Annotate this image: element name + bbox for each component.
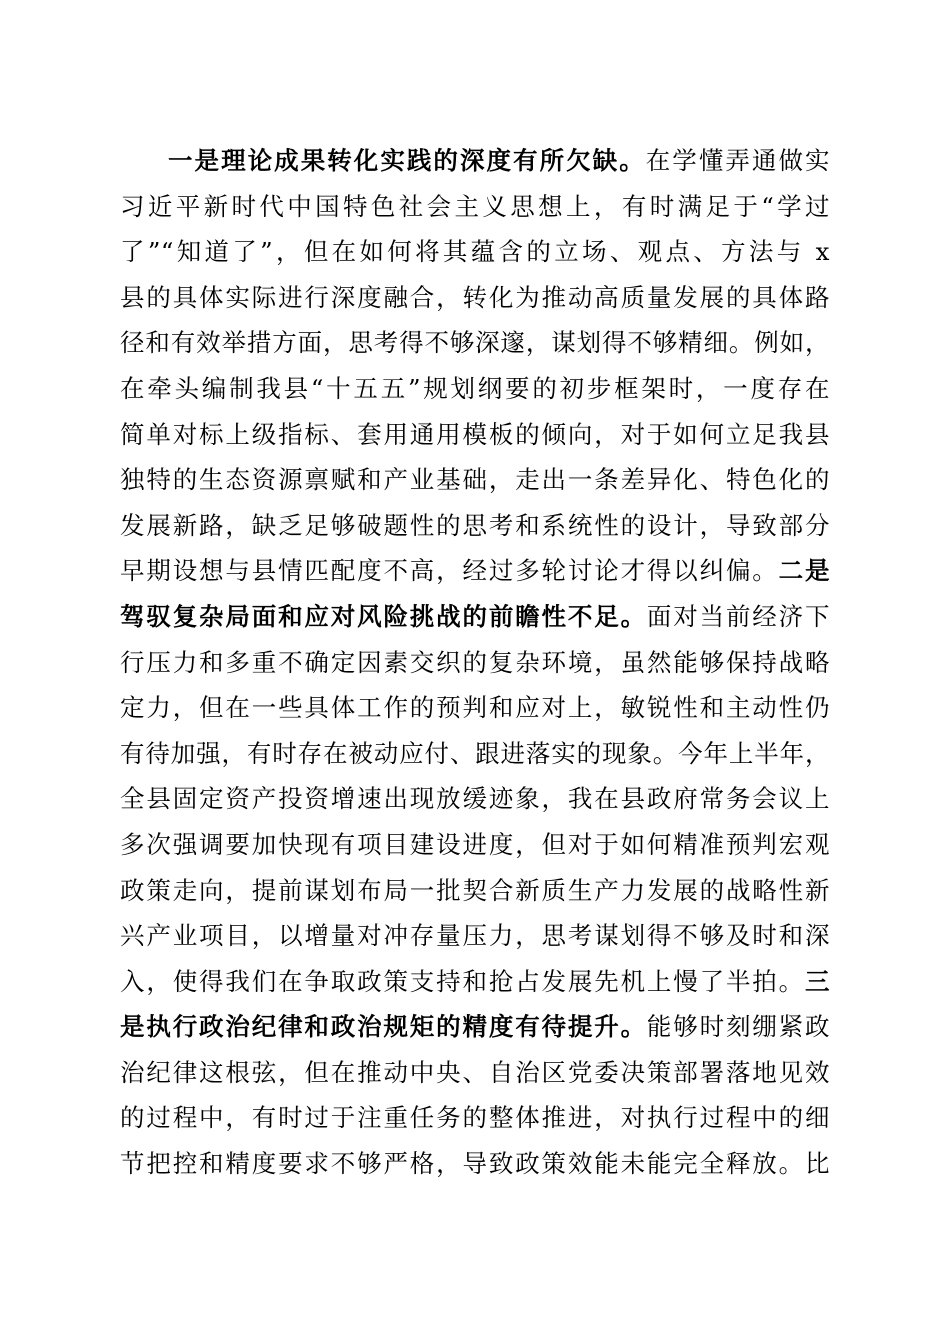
line-text: 面对当前经济下 [646,601,830,631]
line-text: 定力，但在一些具体工作的预判和应对上，敏锐性和主动性仍 [120,693,830,723]
line-text: 治纪律这根弦，但在推动中央、自治区党委决策部署落地见效 [120,1057,830,1087]
paragraph-line-16 [120,822,830,868]
paragraph-line-18 [120,913,830,959]
paragraph-line-8 [120,457,830,503]
section-heading-3: 是执行政治纪律和政治规矩的精度有待提升。 [120,1012,647,1042]
section-heading-3-start: 三 [805,966,830,996]
paragraph-line-13 [120,685,830,731]
paragraph-line-7 [120,412,830,458]
paragraph-line-10 [120,548,830,594]
paragraph-line-20 [120,1004,830,1050]
line-text: 政策走向，提前谋划布局一批契合新质生产力发展的战略性新 [120,875,830,905]
paragraph-line-3 [120,229,830,275]
paragraph-line-14 [120,731,830,777]
paragraph-line-12 [120,640,830,686]
line-text: 了”“知道了”，但在如何将其蕴含的立场、观点、方法与 x [120,237,830,267]
line-text: 早期设想与县情匹配度不高，经过多轮讨论才得以纠偏。 [120,556,779,586]
line-text: 能够时刻绷紧政 [646,1012,830,1042]
line-text: 简单对标上级指标、套用通用模板的倾向，对于如何立足我县 [120,419,830,449]
line-text: 县的具体实际进行深度融合，转化为推动高质量发展的具体路 [120,282,830,312]
section-heading-2-start: 二是 [778,556,831,586]
paragraph-line-5 [120,320,830,366]
paragraph-line-17 [120,868,830,914]
line-text: 的过程中，有时过于注重任务的整体推进，对执行过程中的细 [120,1103,830,1133]
paragraph-line-6 [120,366,830,412]
paragraph-line-11 [120,594,830,640]
line-text: 入，使得我们在争取政策支持和抢占发展先机上慢了半拍。 [120,966,805,996]
line-text: 在牵头编制我县“十五五”规划纲要的初步框架时，一度存在 [120,373,830,403]
paragraph-line-23 [120,1141,830,1187]
line-text: 节把控和精度要求不够严格，导致政策效能未能完全释放。比 [120,1149,830,1179]
line-text: 习近平新时代中国特色社会主义思想上，有时满足于“学过 [120,191,830,221]
line-text: 兴产业项目，以增量对冲存量压力，思考谋划得不够及时和深 [120,921,830,951]
paragraph-line-22 [120,1095,830,1141]
paragraph-line-21 [120,1050,830,1096]
paragraph-line-9 [120,503,830,549]
line-text: 发展新路，缺乏足够破题性的思考和系统性的设计，导致部分 [120,510,830,540]
paragraph-line-19 [120,959,830,1005]
line-text: 独特的生态资源禀赋和产业基础，走出一条差异化、特色化的 [120,465,830,495]
paragraph-line-2 [120,184,830,230]
section-heading-1: 一是理论成果转化实践的深度有所欠缺。 [168,146,646,175]
line-text: 有待加强，有时存在被动应付、跟进落实的现象。今年上半年， [120,738,830,768]
line-text: 在学懂弄通做实 [645,146,830,175]
line-text: 多次强调要加快现有项目建设进度，但对于如何精准预判宏观 [120,829,830,859]
line-text: 径和有效举措方面，思考得不够深邃，谋划得不够精细。例如， [120,328,830,358]
section-heading-2: 驾驭复杂局面和应对风险挑战的前瞻性不足。 [120,601,647,631]
line-text: 全县固定资产投资增速出现放缓迹象，我在县政府常务会议上 [120,784,830,814]
paragraph-line-4 [120,275,830,321]
paragraph-line-1 [120,138,830,184]
paragraph-line-15 [120,776,830,822]
body-paragraph [120,138,830,1187]
line-text: 行压力和多重不确定因素交织的复杂环境，虽然能够保持战略 [120,647,830,677]
